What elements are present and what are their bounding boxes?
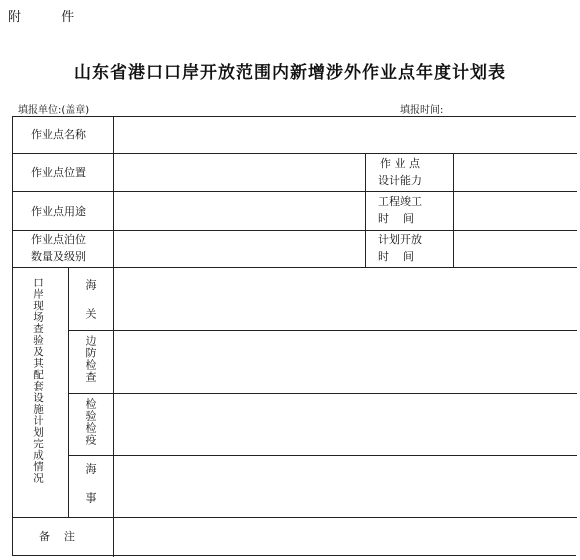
completion-label-line2: 时 间	[378, 212, 414, 225]
name-label: 作业点名称	[31, 128, 86, 141]
berths-label-line2: 数量及级别	[31, 250, 86, 263]
col-divider	[113, 117, 114, 557]
maritime-label: 海事	[84, 463, 97, 521]
opening-label-line1: 计划开放	[378, 233, 422, 246]
opening-label-line2: 时 间	[378, 250, 414, 263]
col-divider	[68, 267, 69, 517]
inspection-quarantine-label: 检验检疫	[84, 398, 97, 446]
customs-label: 海关	[84, 279, 97, 337]
capacity-label-line2: 设计能力	[378, 174, 422, 187]
row-divider	[68, 330, 577, 331]
form-title: 山东省港口口岸开放范围内新增涉外作业点年度计划表	[74, 63, 506, 83]
berths-label-line1: 作业点泊位	[31, 233, 86, 246]
capacity-label-line1: 作 业 点	[380, 157, 420, 170]
plan-form-table	[12, 116, 576, 556]
location-label: 作业点位置	[31, 166, 86, 179]
row-divider	[13, 153, 577, 154]
row-divider	[13, 230, 577, 231]
remarks-label: 备 注	[39, 530, 75, 543]
reporting-unit-label: 填报单位:(盖章)	[18, 105, 90, 116]
col-divider	[365, 153, 366, 267]
completion-label-line1: 工程竣工	[378, 195, 422, 208]
border-inspection-label: 边防检查	[84, 335, 97, 383]
row-divider	[13, 191, 577, 192]
facilities-group-label: 口岸现场查验及其配套设施计划完成情况	[32, 277, 44, 484]
row-divider	[68, 455, 577, 456]
reporting-time-label: 填报时间:	[400, 105, 444, 116]
attachment-label: 附 件	[8, 10, 93, 25]
purpose-label: 作业点用途	[31, 205, 86, 218]
row-divider	[13, 267, 577, 268]
row-divider	[68, 393, 577, 394]
col-divider	[453, 153, 454, 267]
